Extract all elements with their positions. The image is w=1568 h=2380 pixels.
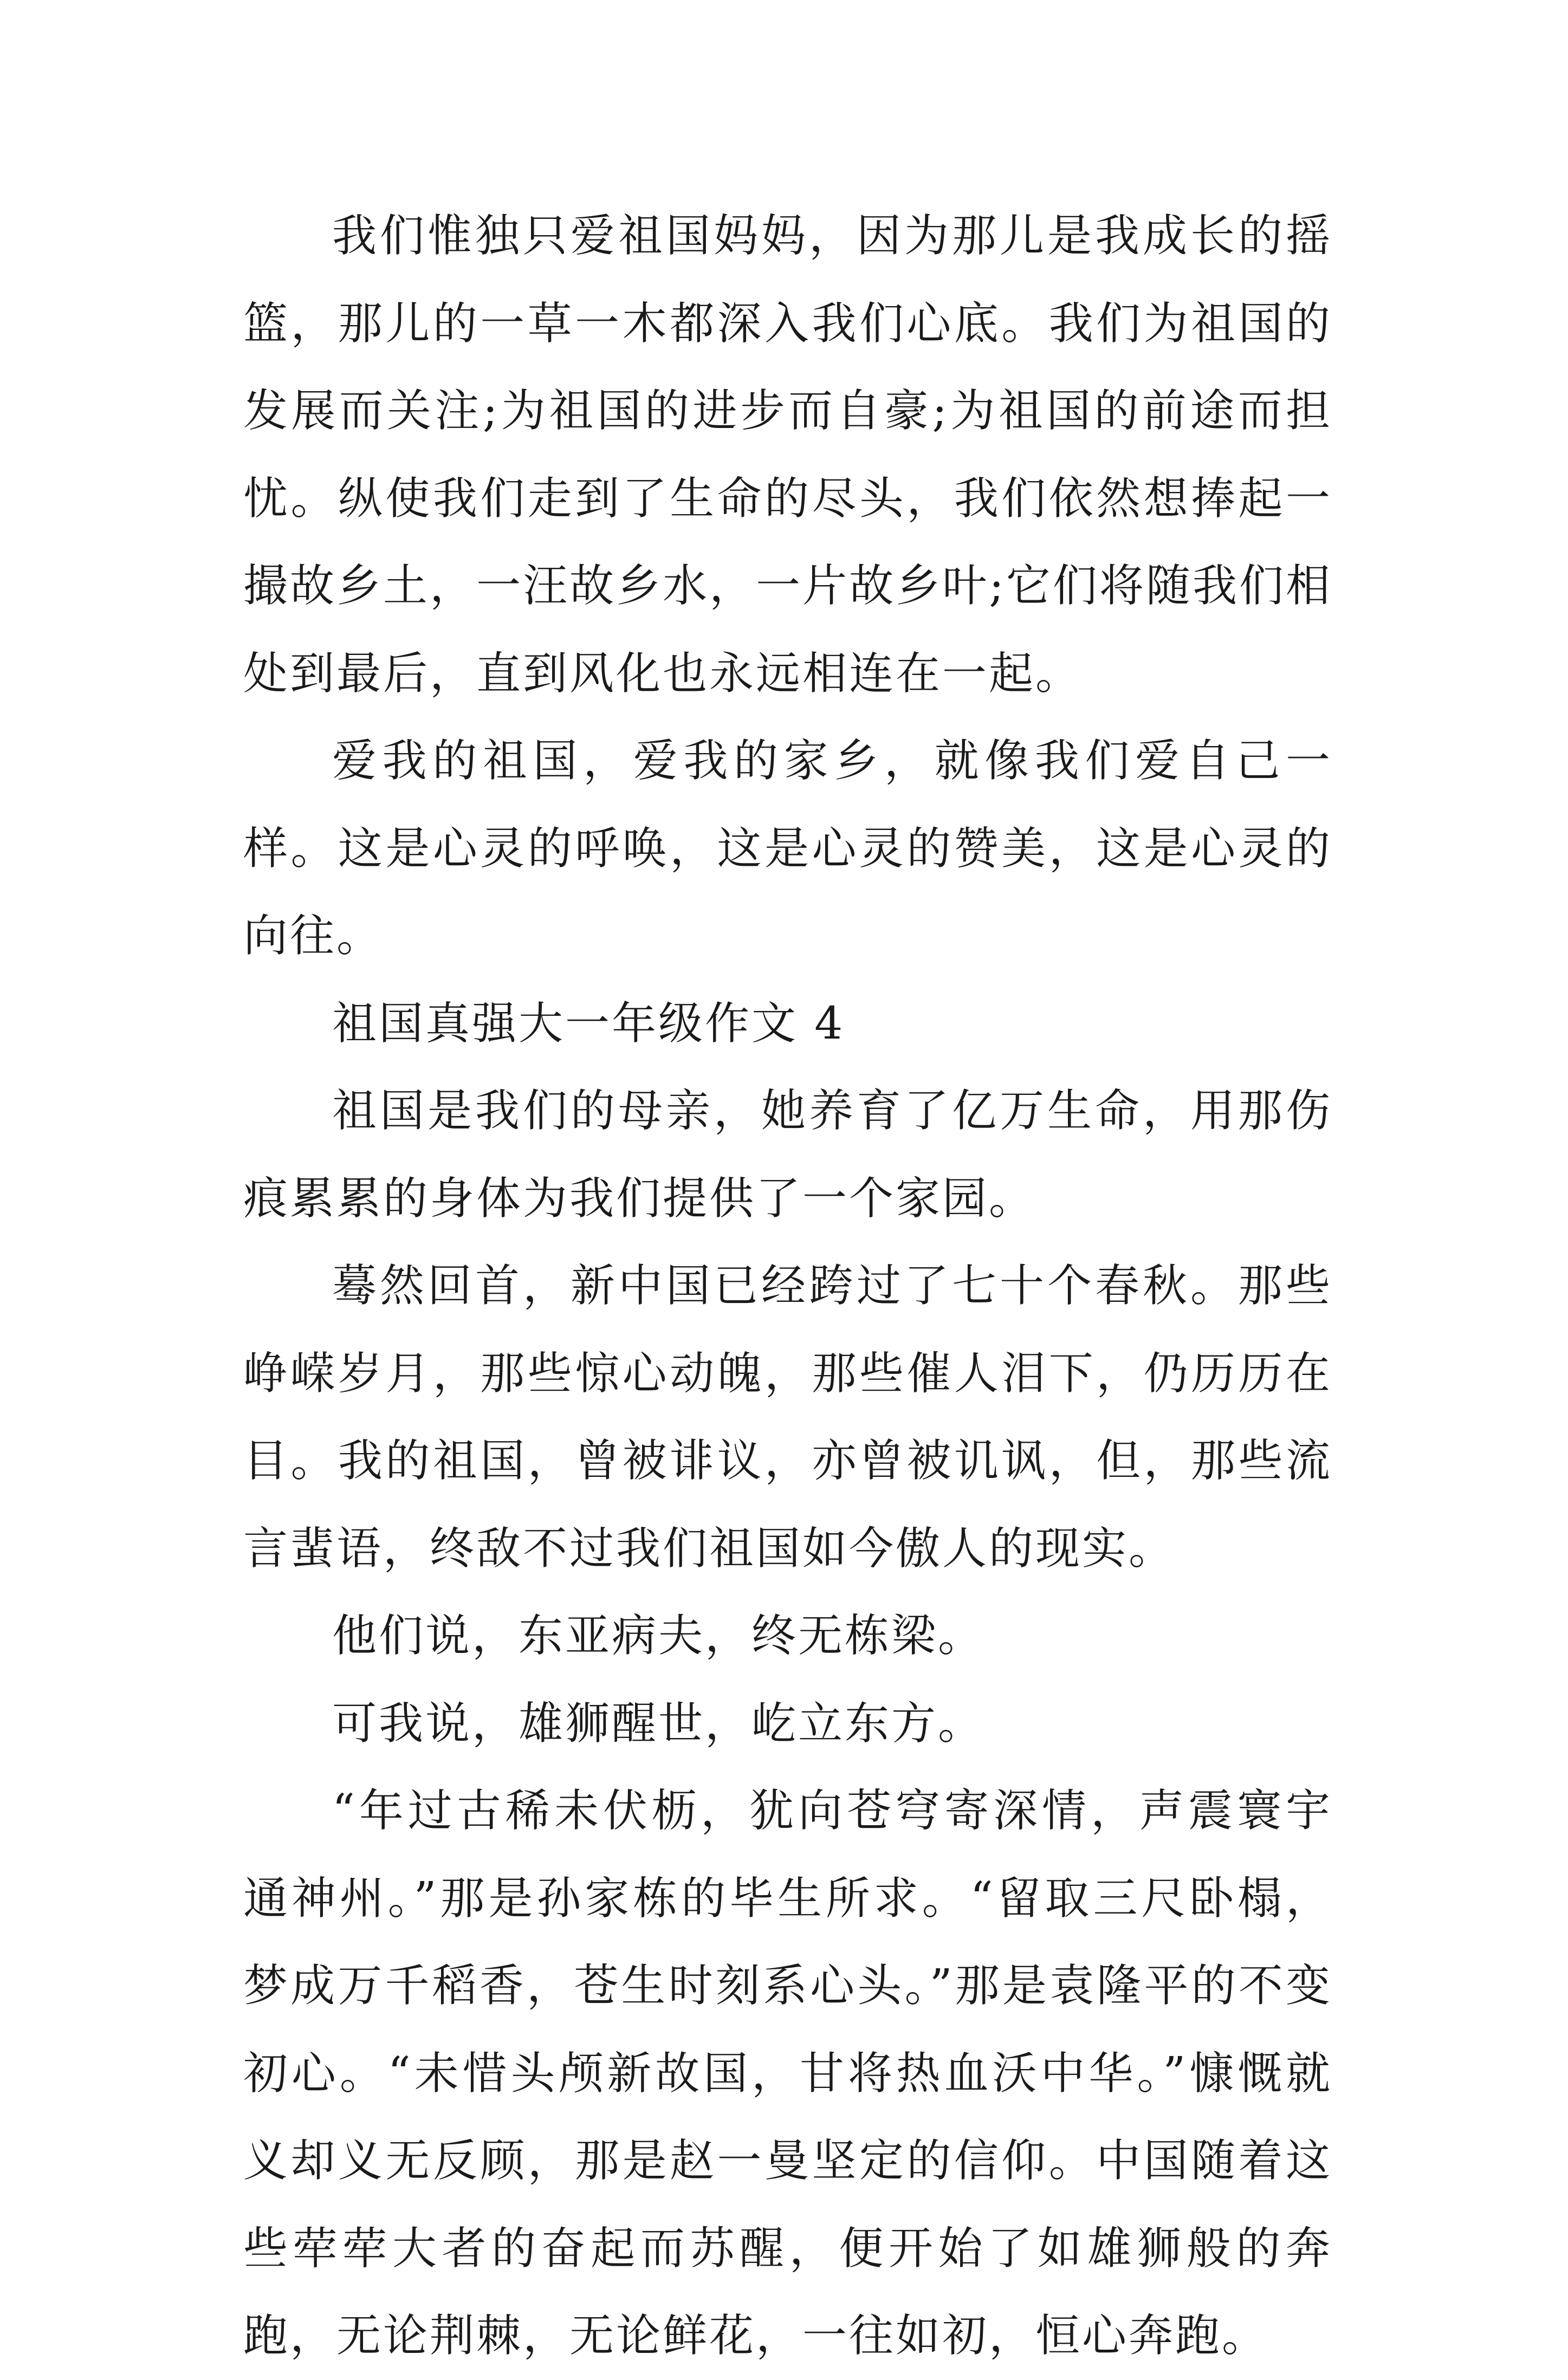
paragraph: 我们惟独只爱祖国妈妈，因为那儿是我成长的摇篮，那儿的一草一木都深入我们心底。我们为祖国的发展而关注;为祖国的进步而自豪;为祖国的前途而担忧。纵使我们走到了生命的尽头，我们依然想捧起一撮故乡土，一汪故乡水，一片故乡叶;它们将随我们相处到最后，直到风化也永远相连在一起。 bbox=[243, 210, 1332, 699]
paragraph: 可我说，雄狮醒世，屹立东方。 bbox=[332, 1697, 985, 1749]
paragraph: 他们说，东亚病夫，终无栋梁。 bbox=[332, 1610, 985, 1662]
paragraph: “年过古稀未伏枥，犹向苍穹寄深情，声震寰宇通神州。”那是孙家栋的毕生所求。“留取三尺卧榻，梦成万千稻香，苍生时刻系心头。”那是袁隆平的不变初心。“未惜头颅新故国，甘将热血沃中华。”慷慨就义却义无反顾，那是赵一曼坚定的信仰。中国随着这些荦荦大者的奋起而苏醒，便开始了如雄狮般的奔跑，无论荆棘，无论鲜花，一往如初，恒心奔跑。 bbox=[243, 1785, 1332, 2362]
paragraph: 祖国是我们的母亲，她养育了亿万生命，用那伤痕累累的身体为我们提供了一个家园。 bbox=[243, 1085, 1332, 1224]
paragraph: 爱我的祖国，爱我的家乡，就像我们爱自己一样。这是心灵的呼唤，这是心灵的赞美，这是心灵的向往。 bbox=[243, 735, 1332, 962]
paragraph: 蓦然回首，新中国已经跨过了七十个春秋。那些峥嵘岁月，那些惊心动魄，那些催人泪下，仍历历在目。我的祖国，曾被诽议，亦曾被讥讽，但，那些流言蜚语，终敌不过我们祖国如今傲人的现实。 bbox=[243, 1260, 1332, 1574]
document-body bbox=[243, 192, 1332, 2380]
essay-heading: 祖国真强大一年级作文 4 bbox=[332, 997, 845, 1049]
